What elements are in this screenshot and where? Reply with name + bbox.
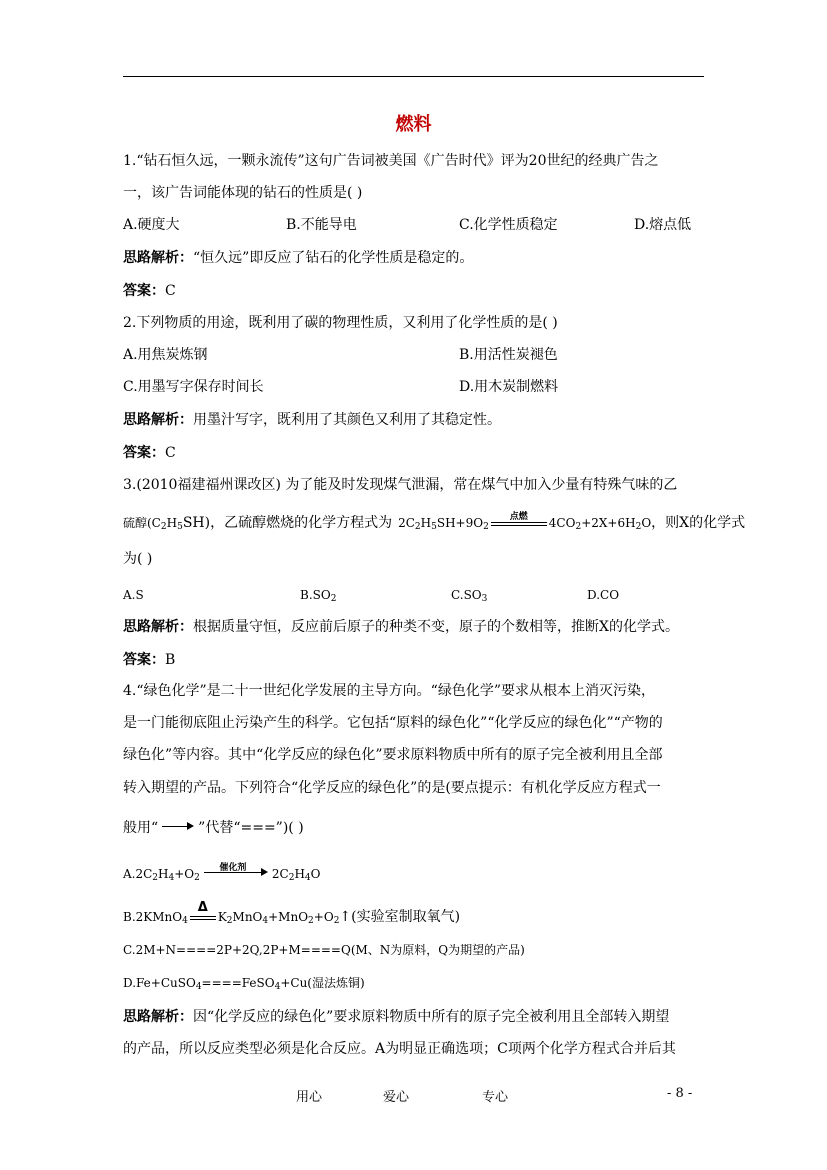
q1-answer: 答案：C	[123, 283, 176, 299]
combustion-equation: $2C_2H_5SH+9O_2$ 点燃 $4CO_2+2X+6H_2O$	[398, 512, 652, 532]
answer-label: 答案：	[123, 652, 165, 668]
q4-stem-line1: 4.“绿色化学”是二十一世纪化学发展的主导方向。“绿色化学”要求从根本上消灭污染，	[123, 683, 655, 699]
q4-analysis-line1: 思路解析：因“化学反应的绿色化”要求原料物质中所有的原子完全被利用且全部转入期望	[123, 1009, 670, 1025]
q4-stem-line3: 绿色化”等内容。其中“化学反应的绿色化”要求原料物质中所有的原子完全被利用且全部	[123, 747, 663, 763]
q4-stem-line5: 般用“ ”代替“===”)( )	[123, 820, 304, 836]
q2-analysis: 思路解析：用墨汁写字，既利用了其颜色又利用了其稳定性。	[123, 412, 501, 428]
analysis-label: 思路解析：	[123, 1009, 193, 1025]
q4-option-c: C.2M+N====2P+2Q,2P+M====Q(M、N为原料，Q为期望的产品)	[123, 943, 525, 957]
page-number: - 8 -	[667, 1086, 693, 1101]
heat-equals-sign: Δ	[190, 908, 216, 924]
footer-text-3: 专心	[482, 1090, 509, 1105]
q4-option-a: $A.2C_2H_4+O_2$ 催化剂 $2C_2H_4O$	[123, 863, 321, 883]
q1-stem-line1: 1.“钻石恒久远，一颗永流传”这句广告词被美国《广告时代》评为20世纪的经典广告之	[123, 153, 659, 169]
q3-stem-line3: 为( )	[123, 551, 153, 567]
analysis-label: 思路解析：	[123, 619, 193, 635]
q4-option-d: D.Fe+CuSO$_4$====FeSO$_4$+Cu(湿法炼铜)	[123, 976, 365, 992]
answer-label: 答案：	[123, 445, 165, 461]
q3-answer: 答案：B	[123, 652, 176, 668]
q2-stem: 2.下列物质的用途，既利用了碳的物理性质，又利用了化学性质的是( )	[123, 315, 558, 331]
q4-option-b: B.2KMnO$_4$ Δ $K_2MnO_4+MnO_2+O_2↑$(实验室制取氧气)	[123, 900, 461, 926]
q2-option-a: A.用焦炭炼钢	[123, 347, 208, 363]
q1-option-b: B.不能导电	[286, 217, 357, 233]
q3-option-d: D.CO	[587, 588, 620, 602]
answer-label: 答案：	[123, 283, 165, 299]
q1-analysis: 思路解析：“恒久远”即反应了钻石的化学性质是稳定的。	[123, 250, 474, 266]
q1-option-a: A.硬度大	[123, 217, 180, 233]
q1-stem-line2: 一，该广告词能体现的钻石的性质是( )	[123, 185, 363, 201]
q2-option-c: C.用墨写字保存时间长	[123, 379, 264, 395]
footer-text-1: 用心	[296, 1090, 323, 1105]
page-title: 燃料	[395, 114, 432, 135]
q3-option-b: $B.SO_2$	[300, 588, 337, 604]
q4-stem-line4: 转入期望的产品。下列符合“化学反应的绿色化”的是(要点提示：有机化学反应方程式一	[123, 780, 661, 796]
q3-stem-line2: 硫醇$(C_2H_5SH)$，乙硫醇燃烧的化学方程式为 $2C_2H_5SH+9O_2$ 点燃 $4CO_2+2X+6H_2O$，则X的化学式	[123, 512, 746, 532]
footer-text-2: 爱心	[383, 1090, 410, 1105]
reaction-equals-sign: 点燃	[491, 514, 547, 530]
catalyst-arrow-icon: 催化剂	[204, 867, 268, 877]
q3-stem-line1: 3.(2010福建福州课改区) 为了能及时发现煤气泄漏，常在煤气中加入少量有特殊气味的乙	[123, 477, 678, 493]
q1-option-d: D.熔点低	[634, 217, 692, 233]
analysis-label: 思路解析：	[123, 250, 193, 266]
analysis-label: 思路解析：	[123, 412, 193, 428]
q4-stem-line2: 是一门能彻底阻止污染产生的科学。它包括“原料的绿色化”“化学反应的绿色化”“产物的	[123, 715, 663, 731]
reaction-arrow-icon	[162, 821, 194, 831]
q3-option-c: $C.SO_3$	[451, 588, 488, 604]
header-rule	[123, 76, 704, 77]
q1-option-c: C.化学性质稳定	[459, 217, 558, 233]
q4-analysis-line2: 的产品，所以反应类型必须是化合反应。A为明显正确选项；C项两个化学方程式合并后其	[123, 1041, 676, 1057]
q2-answer: 答案：C	[123, 445, 176, 461]
q3-analysis: 思路解析：根据质量守恒，反应前后原子的种类不变，原子的个数相等，推断X的化学式。	[123, 619, 679, 635]
q2-option-d: D.用木炭制燃料	[459, 379, 559, 395]
q3-option-a: A.S	[123, 588, 144, 602]
q2-option-b: B.用活性炭褪色	[459, 347, 558, 363]
